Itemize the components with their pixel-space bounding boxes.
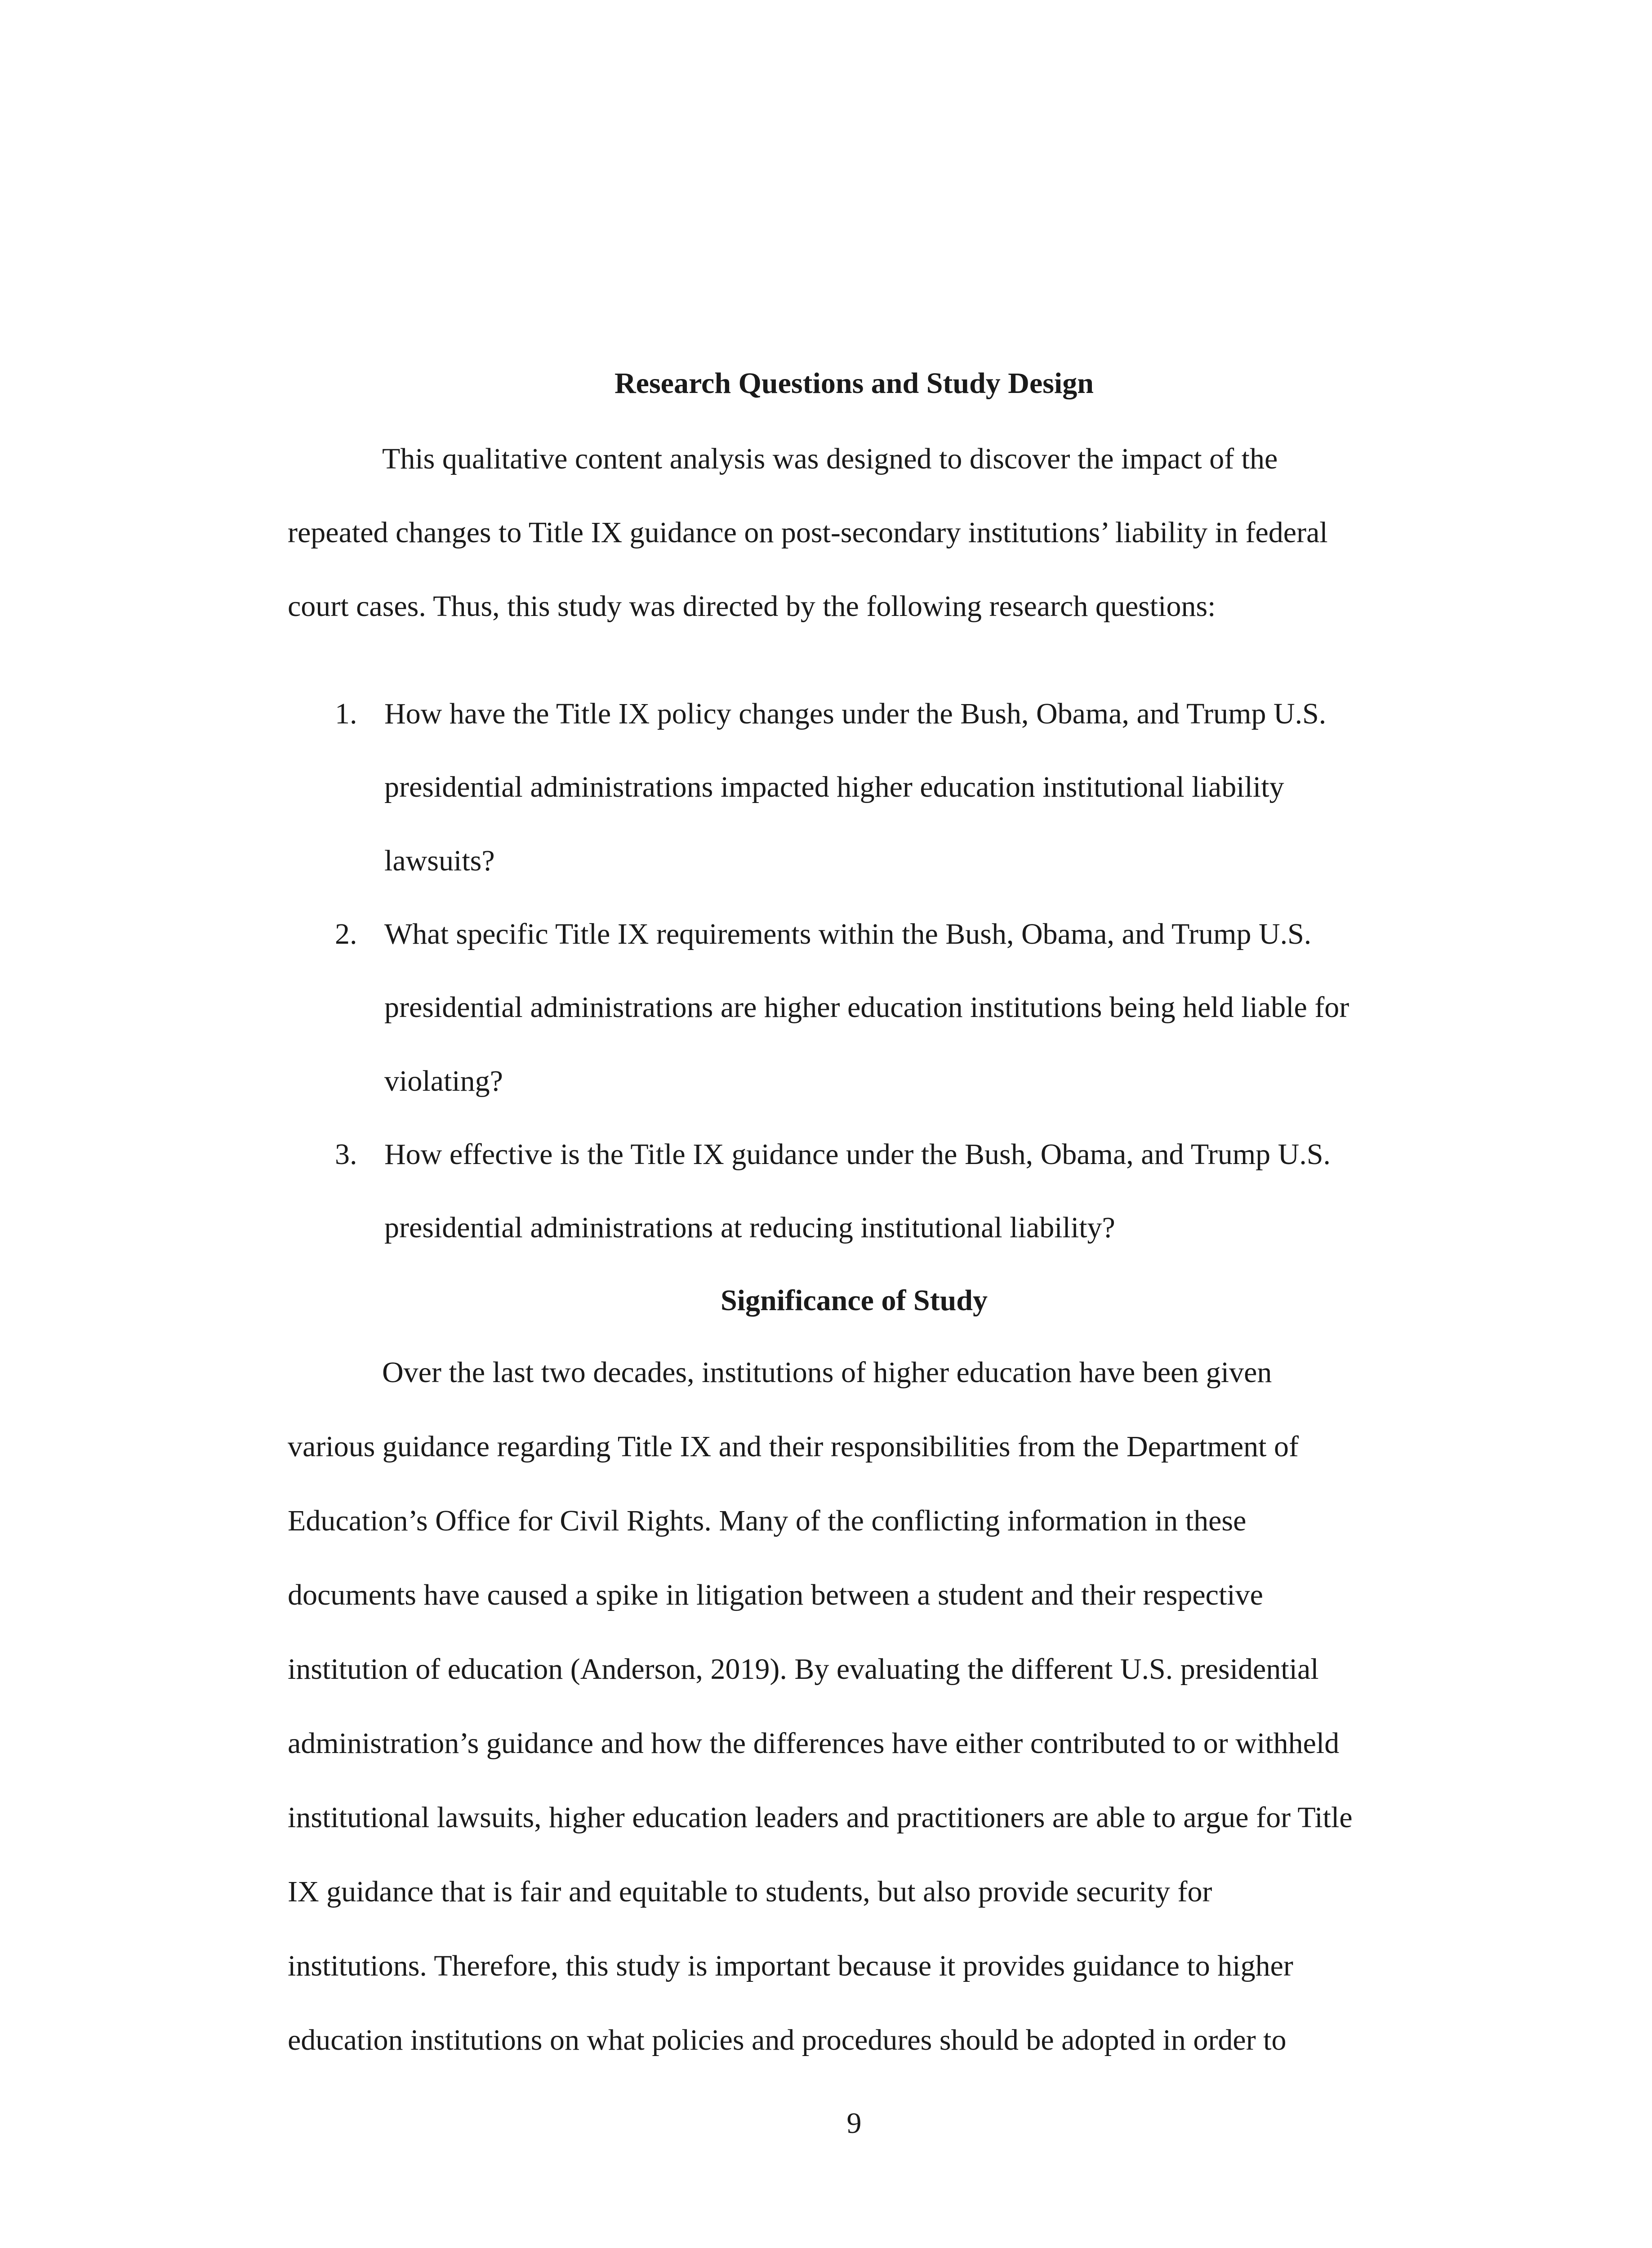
question-line: lawsuits? <box>384 844 495 877</box>
question-number: 1. <box>335 697 357 730</box>
question-number: 3. <box>335 1138 357 1171</box>
paragraph-line: court cases. Thus, this study was directed by the following research questions: <box>288 590 1216 623</box>
question-line: How have the Title IX policy changes under the Bush, Obama, and Trump U.S. <box>384 697 1327 730</box>
question-line: presidential administrations at reducing institutional liability? <box>384 1211 1115 1244</box>
paragraph-line: institutions. Therefore, this study is important because it provides guidance to higher <box>288 1949 1293 1982</box>
paragraph-line: Over the last two decades, institutions of higher education have been given <box>382 1356 1272 1389</box>
question-line: What specific Title IX requirements within the Bush, Obama, and Trump U.S. <box>384 918 1312 950</box>
question-line: violating? <box>384 1065 503 1097</box>
question-line: presidential administrations impacted higher education institutional liability <box>384 771 1284 803</box>
section-heading-research-questions: Research Questions and Study Design <box>614 367 1094 400</box>
question-number: 2. <box>335 918 357 950</box>
paragraph-line: institutional lawsuits, higher education leaders and practitioners are able to argue for Title <box>288 1801 1353 1834</box>
paragraph-line: various guidance regarding Title IX and their responsibilities from the Department of <box>288 1430 1299 1463</box>
paragraph-line: education institutions on what policies and procedures should be adopted in order to <box>288 2024 1287 2056</box>
page-number: 9 <box>846 2107 862 2140</box>
paragraph-line: IX guidance that is fair and equitable to students, but also provide security for <box>288 1875 1212 1908</box>
paragraph-line: This qualitative content analysis was designed to discover the impact of the <box>382 442 1278 475</box>
section-heading-significance: Significance of Study <box>720 1284 988 1317</box>
question-line: How effective is the Title IX guidance under the Bush, Obama, and Trump U.S. <box>384 1138 1331 1171</box>
paragraph-line: institution of education (Anderson, 2019). By evaluating the different U.S. presidential <box>288 1653 1319 1686</box>
paragraph-line: administration’s guidance and how the differences have either contributed to or withheld <box>288 1727 1340 1760</box>
paragraph-line: Education’s Office for Civil Rights. Many of the conflicting information in these <box>288 1504 1247 1537</box>
question-line: presidential administrations are higher education institutions being held liable for <box>384 991 1349 1024</box>
paragraph-line: documents have caused a spike in litigation between a student and their respective <box>288 1579 1263 1611</box>
paragraph-line: repeated changes to Title IX guidance on post-secondary institutions’ liability in federal <box>288 516 1328 549</box>
